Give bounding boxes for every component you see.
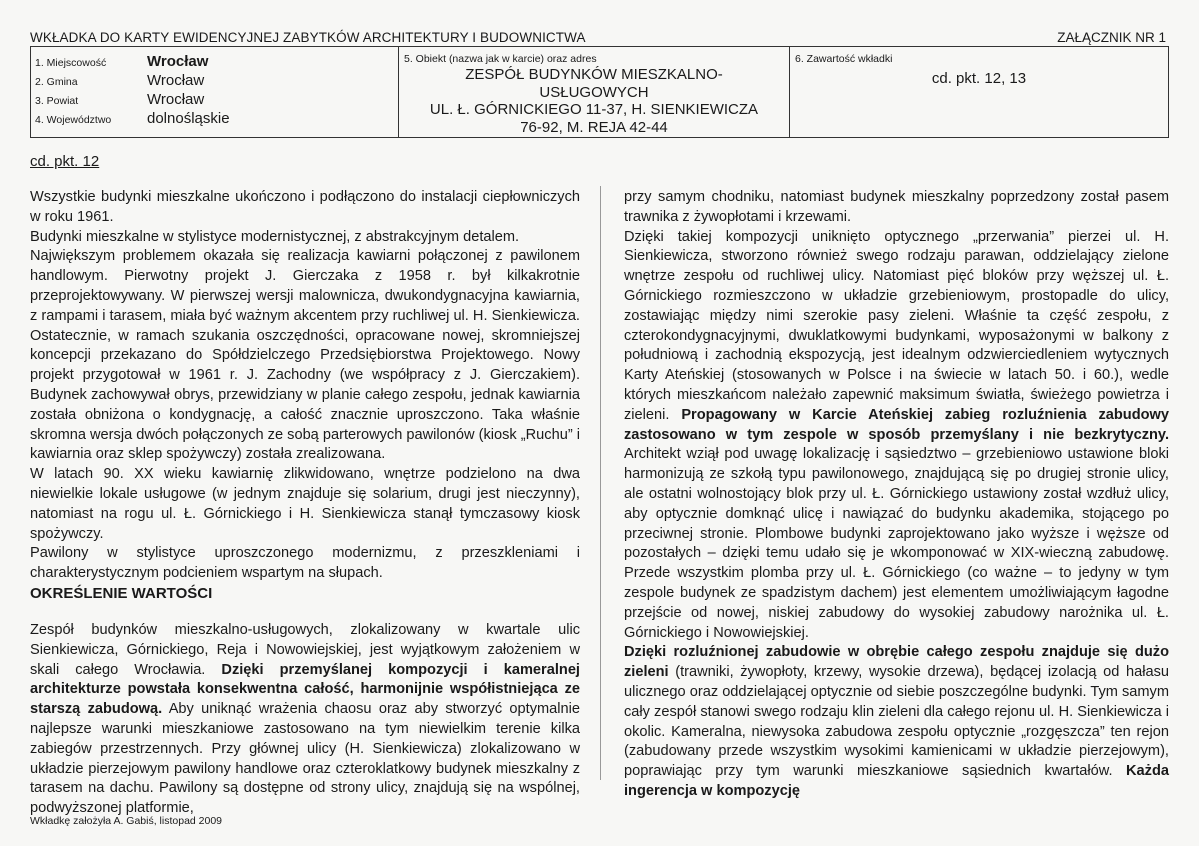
paragraph xyxy=(624,228,1169,644)
text-run: Architekt wziął pod uwagę lokalizację i sąsiedztwo – grzebieniowo ustawione bloki harmonizują ze szkołą typu pawilonowego, znajdującą się po drugiej stronie ulicy, ale ostatni wolnostojący blok przy ul. Ł. Górnickiego ustawiony został wzdłuż ulicy, aby optycznie domknąć ulicę i nawiązać do budynku akademika, stojącego po przeciwnej stronie. Plombowe budynki zaprojektowano jako wyższe i węższe od pozostałych – dzięki temu udało się je wkomponować w XIX-wieczną zabudowę. Przede wszystkim plomba przy ul. Ł. Górnickiego (co ważne – to jedyny w tym zespole budynek ze spadzistym dachem) jest elementem umożliwiającym łagodne przejście od nowej, niskiej zabudowy do wysokiej zabudowy narożnika ul. Ł. Górnickiego i Nowowiejskiej. xyxy=(624,446,1169,641)
bold-run: Dzięki rozluźnionej zabudowie w obrębie całego zespołu znajduje się dużo zieleni xyxy=(624,644,1169,681)
text-run: Aby uniknąć wrażenia chaosu oraz aby stworzyć optymalnie najlepsze warunki mieszkaniowe zastosowano na tym niewielkim terenie kilka zabiegów przestrzennych. Przy głównej ulicy (H. Sienkiewicza) zlokalizowano w układzie pierzejowym pawilony handlowe oraz czteroklatkowy budynek mieszkalny z tarasem na dachu. Pawilony są dostępne od strony ulicy, znajdują się na wspólnej, podwyższonej platformie, xyxy=(30,701,580,817)
document-title: WKŁADKA DO KARTY EWIDENCYJNEJ ZABYTKÓW ARCHITEKTURY I BUDOWNICTWA xyxy=(30,30,586,45)
object-line: ZESPÓŁ BUDYNKÓW MIESZKALNO- xyxy=(465,66,723,83)
field-value: dolnośląskie xyxy=(147,110,230,127)
paragraph: Wszystkie budynki mieszkalne ukończono i podłączono do instalacji ciepłowniczych w roku 1961. xyxy=(30,189,580,225)
field-label: 2. Gmina xyxy=(35,76,78,88)
paragraph: W latach 90. XX wieku kawiarnię zlikwidowano, wnętrze podzielono na dwa niewielkie lokale usługowe (w jednym znajduje się solarium, drugi jest nieczynny), natomiast na rogu ul. Ł. Górnickiego i H. Sienkiewicza stanął tymczasowy kiosk spożywczy. xyxy=(30,466,580,542)
contents-value: cd. pkt. 12, 13 xyxy=(931,70,1027,87)
section-title: cd. pkt. 12 xyxy=(30,153,100,170)
object-label: 5. Obiekt (nazwa jak w karcie) oraz adres xyxy=(404,53,597,65)
location-row xyxy=(35,110,230,127)
object-line: USŁUGOWYCH xyxy=(539,83,649,101)
header-table xyxy=(30,46,1169,138)
field-value: Wrocław xyxy=(147,53,209,70)
paragraph xyxy=(624,643,1169,801)
location-row xyxy=(35,91,204,108)
field-value: Wrocław xyxy=(147,91,205,108)
heading-text: OKREŚLENIE WARTOŚCI xyxy=(30,585,213,602)
field-label: 4. Województwo xyxy=(35,114,112,126)
text-run: Zespół budynków mieszkalno-usługowych, zlokalizowany w kwartale ulic Sienkiewicza, Górnickiego, Reja i Nowowiejskiej, jest wyjątkowym założeniem w skali całego Wrocławia. xyxy=(30,622,580,678)
footer-note: Wkładkę założyła A. Gabiś, listopad 2009 xyxy=(30,815,223,827)
paragraph: Pawilony w stylistyce uproszczonego modernizmu, z przeszkleniami i charakterystycznym podcieniem wspartym na słupach. xyxy=(30,545,580,582)
object-line: UL. Ł. GÓRNICKIEGO 11-37, H. SIENKIEWICZA xyxy=(429,101,759,118)
object-name xyxy=(399,66,789,136)
right-column xyxy=(624,188,1169,802)
location-row xyxy=(35,53,208,70)
value-paragraph xyxy=(30,621,580,819)
paragraph: Największym problemem okazała się realizacja kawiarni połączonej z pawilonem handlowym. Pierwotny projekt J. Gierczaka z 1958 r. był kilkakrotnie przeprojektowywany. W pierwszej wersji malownicza, dwukondygnacyjna kawiarnia, z rampami i tarasem, miała być ważnym akcentem przy ruchliwej ul. H. Sienkiewicza. Ostatecznie, w ramach szukania oszczędności, opracowane nowej, skromniejszej koncepcji przekazano do Spółdzielczego Przedsiębiorstwa Projektowego. Nowy projekt przygotował w 1961 r. J. Zachodny (we współpracy z J. Gierczakiem). Budynek zachowywał obrys, przewidziany w planie całego zespołu, jednak kawiarnia została obniżona o kondygnację, a całość znacznie uproszczono. Taka właśnie skromna wersja dwóch połączonych ze sobą parterowych pawilonów (kiosk „Ruchu” i kawiarnia oraz sklep spożywczy) została zrealizowana. xyxy=(30,248,580,463)
left-column xyxy=(30,188,580,584)
object-cell xyxy=(399,47,790,137)
bold-run: Propagowany w Karcie Ateńskiej zabieg rozluźnienia zabudowy zastosowano w tym zespole w sposób przemyślany i nie bezkrytyczny. xyxy=(624,406,1169,443)
location-cell xyxy=(31,47,399,137)
column-divider xyxy=(600,186,601,780)
text-run: Dzięki takiej kompozycji uniknięto optycznego „przerwania” pierzei ul. H. Sienkiewicza, stworzono również swego rodzaju parawan, oddzielający zielone wnętrze zespołu od ruchliwej ulicy. Natomiast pięć bloków przy węższej ul. Ł. Górnickiego rozmieszczono w układzie grzebieniowym, prostopadle do ulicy, zostawiając między nimi szerokie pasy zieleni. Właśnie ta część zespołu, z czterokondygnacyjnymi, dwuklatkowymi budynkami, wyposażonymi w balkony z południową i zachodnią ekspozycją, jest idealnym odzwierciedleniem wytycznych Karty Ateńskiej (stosowanych w Polsce i na świecie w latach 50. i 60.), wedle których mieszkańcom należało zapewnić maksimum światła, świeżego powietrza i zieleni. xyxy=(624,228,1169,423)
contents-cell xyxy=(790,47,1168,137)
field-value: Wrocław xyxy=(147,72,205,89)
field-label: 1. Miejscowość xyxy=(35,57,107,69)
paragraph: przy samym chodniku, natomiast budynek mieszkalny poprzedzony został pasem trawnika z żywopłotami i krzewami. xyxy=(624,189,1169,225)
text-run: (trawniki, żywopłoty, krzewy, wysokie drzewa), będącej izolacją od hałasu ulicznego oraz oddzielającej optycznie od siebie poszczególne budynki. Tym samym cały zespół stanowi swego rodzaju klin zieleni dla całego rejonu ul. H. Sienkiewicza i okolic. Kameralna, niewysoka zabudowa zespołu optycznie „rozgęszcza” ten rejon (zabudowany przede wszystkim wysokimi kamienicami w układzie pierzejowym), poprawiając przy tym warunki mieszkaniowe sąsiednich kwartałów. xyxy=(624,664,1169,780)
paragraph: Budynki mieszkalne w stylistyce modernistycznej, z abstrakcyjnym detalem. xyxy=(30,228,520,245)
location-row xyxy=(35,72,204,89)
annex-label: ZAŁĄCZNIK NR 1 xyxy=(1057,30,1166,45)
bold-run: Dzięki przemyślanej kompozycji i kameralnej architekturze powstała konsekwentna całość, harmonijnie współistniejąca ze starszą zabudową. xyxy=(30,661,580,718)
bold-run: Każda ingerencja w kompozycję xyxy=(624,763,1169,799)
field-label: 3. Powiat xyxy=(35,95,79,107)
value-heading xyxy=(30,585,212,602)
contents-label: 6. Zawartość wkładki xyxy=(795,53,893,65)
object-line: 76-92, M. REJA 42-44 xyxy=(520,118,668,136)
